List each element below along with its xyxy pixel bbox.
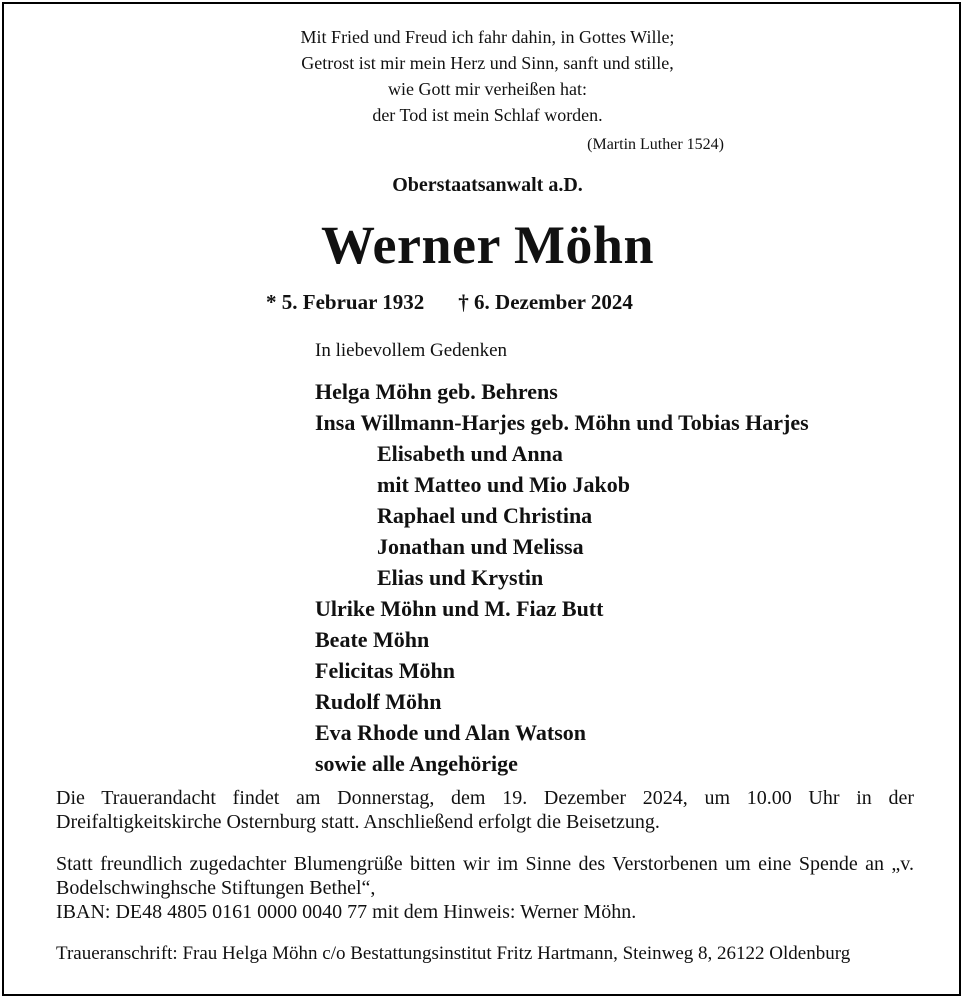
mourner-entry: Rudolf Möhn (315, 689, 442, 714)
mourner-entry: sowie alle Angehörige (315, 751, 518, 776)
death-date: † 6. Dezember 2024 (458, 290, 633, 314)
donation-notice (56, 852, 914, 924)
mourner-entry: Felicitas Möhn (315, 658, 455, 683)
mourner-entry: mit Matteo und Mio Jakob (377, 472, 630, 497)
poem-line: der Tod ist mein Schlaf worden. (372, 105, 603, 125)
mourners-list (315, 376, 809, 779)
poem-line: wie Gott mir verheißen hat: (388, 79, 587, 99)
poem-line: Getrost ist mir mein Herz und Sinn, sanft und stille, (301, 53, 674, 73)
mourner-entry: Beate Möhn (315, 627, 430, 652)
mourning-address: Traueranschrift: Frau Helga Möhn c/o Bestattungsinstitut Fritz Hartmann, Steinweg 8, 26122 Oldenburg (56, 943, 851, 964)
mourner-entry: Jonathan und Melissa (377, 534, 584, 559)
deceased-name: Werner Möhn (321, 215, 654, 275)
mourner-entry: Elisabeth und Anna (377, 441, 563, 466)
intro-text: In liebevollem Gedenken (315, 340, 508, 361)
birth-date: * 5. Februar 1932 (266, 290, 425, 314)
service-notice: Die Trauerandacht findet am Donnerstag, dem 19. Dezember 2024, um 10.00 Uhr in der Dreifaltigkeitskirche Osternburg statt. Anschließend erfolgt die Beisetzung. (56, 787, 914, 833)
poem (4, 24, 967, 128)
poem-line: Mit Fried und Freud ich fahr dahin, in Gottes Wille; (300, 27, 675, 47)
poem-attribution: (Martin Luther 1524) (587, 136, 724, 153)
mourner-entry: Insa Willmann-Harjes geb. Möhn und Tobias Harjes (315, 410, 809, 435)
donation-iban: IBAN: DE48 4805 0161 0000 0040 77 mit dem Hinweis: Werner Möhn. (56, 901, 637, 923)
mourner-entry: Raphael und Christina (377, 503, 593, 528)
mourner-entry: Ulrike Möhn und M. Fiaz Butt (315, 596, 604, 621)
donation-request: Statt freundlich zugedachter Blumengrüße bitten wir im Sinne des Verstorbenen um eine Spende an „v. Bodelschwinghsche Stiftungen Bethel“, (56, 853, 914, 899)
deceased-rank: Oberstaatsanwalt a.D. (392, 174, 583, 196)
mourner-entry: Eva Rhode und Alan Watson (315, 720, 587, 745)
life-dates (266, 290, 633, 315)
mourner-entry: Helga Möhn geb. Behrens (315, 379, 558, 404)
mourner-entry: Elias und Krystin (377, 565, 544, 590)
obituary-frame (2, 2, 961, 996)
